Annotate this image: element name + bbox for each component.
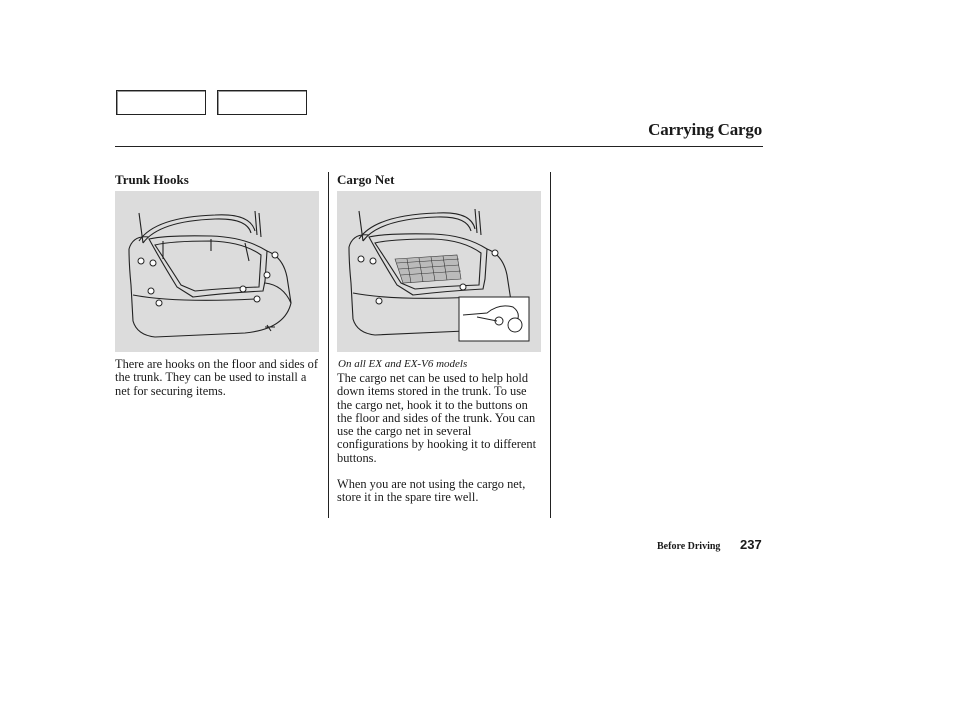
cargo-net-icon — [337, 191, 541, 352]
cargo-net-heading: Cargo Net — [337, 172, 395, 187]
trunk-hooks-body: There are hooks on the floor and sides of the trunk. They can be used to install a net for securing items. — [115, 357, 319, 398]
title-rule — [115, 146, 763, 147]
trunk-hooks-illustration — [115, 191, 319, 352]
cargo-net-caption: On all EX and EX-V6 models — [338, 358, 468, 370]
column-divider-2 — [550, 172, 551, 518]
page-number: 237 — [740, 537, 762, 552]
cargo-net-paragraph-2: When you are not using the cargo net, store it in the spare tire well. — [337, 477, 526, 505]
trunk-hooks-heading: Trunk Hooks — [115, 172, 189, 187]
page-title: Carrying Cargo — [648, 120, 762, 139]
nav-button-1[interactable] — [116, 90, 206, 115]
column-divider-1 — [328, 172, 329, 518]
cargo-net-paragraph-1: The cargo net can be used to help hold down items stored in the trunk. To use the cargo net, hook it to the buttons on the floor and sides of the trunk. You can use the cargo net in several configurations by hooking it to different buttons. — [337, 371, 537, 465]
nav-button-2[interactable] — [217, 90, 307, 115]
footer-section-label[interactable]: Before Driving — [657, 541, 721, 552]
trunk-hooks-icon — [115, 191, 319, 352]
cargo-net-illustration — [337, 191, 541, 352]
